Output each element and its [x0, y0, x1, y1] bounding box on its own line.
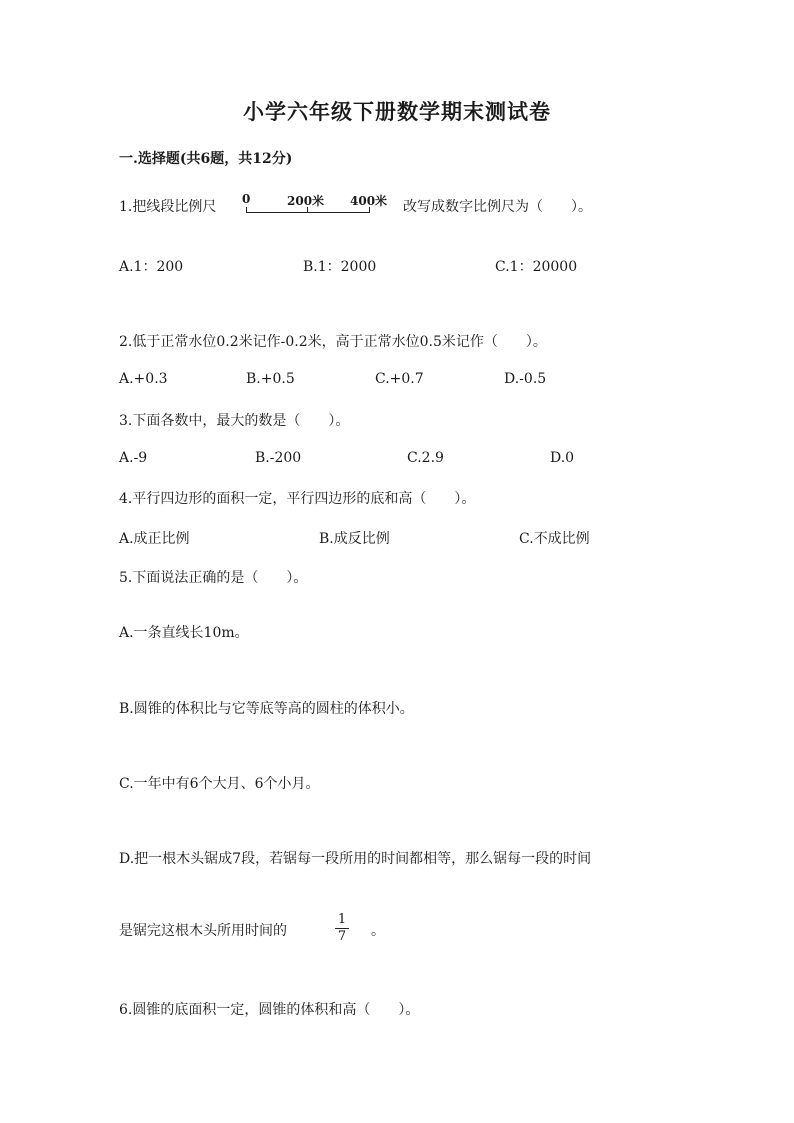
- q5-option-c: C.一年中有6个大月、6个小月。: [119, 776, 320, 792]
- q3-option-a: A.-9: [119, 450, 148, 466]
- q3-option-d: D.0: [550, 450, 575, 466]
- q4-option-c: C.不成比例: [519, 531, 590, 547]
- scale-label-0: 0: [242, 192, 251, 206]
- scale-tick: [246, 207, 247, 213]
- scale-tick: [307, 207, 308, 213]
- q3-option-c: C.2.9: [407, 450, 444, 466]
- page-title: 小学六年级下册数学期末测试卷: [243, 99, 551, 124]
- q4-text: 4.平行四边形的面积一定，平行四边形的底和高（ ）。: [119, 491, 476, 507]
- scale-label-400: 400米: [350, 194, 388, 208]
- q1-text-pre: 1.把线段比例尺: [119, 199, 217, 215]
- q2-option-a: A.+0.3: [119, 371, 168, 387]
- q5-text: 5.下面说法正确的是（ ）。: [119, 570, 308, 586]
- q4-option-a: A.成正比例: [119, 531, 190, 547]
- q2-text: 2.低于正常水位0.2米记作-0.2米，高于正常水位0.5米记作（ ）。: [119, 334, 547, 350]
- section-heading: 一.选择题(共6题，共12分): [119, 151, 293, 167]
- q2-option-b: B.+0.5: [246, 371, 295, 387]
- q5-option-d-end: 。: [371, 923, 385, 939]
- q5-option-d-line1: D.把一根木头锯成7段，若锯每一段所用的时间都相等，那么锯每一段的时间: [119, 851, 592, 867]
- q1-text-post: 改写成数字比例尺为（ ）。: [403, 199, 592, 215]
- scale-tick: [369, 207, 370, 213]
- q1-option-b: B.1：2000: [303, 259, 377, 275]
- fraction-one-seventh: [335, 913, 349, 944]
- q3-option-b: B.-200: [255, 450, 302, 466]
- q4-option-b: B.成反比例: [319, 531, 390, 547]
- q3-text: 3.下面各数中，最大的数是（ ）。: [119, 413, 350, 429]
- q1-option-a: A.1：200: [119, 259, 184, 275]
- q5-option-b: B.圆锥的体积比与它等底等高的圆柱的体积小。: [119, 701, 414, 717]
- q1-line-scale: [240, 192, 390, 220]
- fraction-numerator: 1: [337, 912, 347, 927]
- q2-option-d: D.-0.5: [504, 371, 547, 387]
- q2-option-c: C.+0.7: [375, 371, 424, 387]
- fraction-denominator: 7: [337, 929, 347, 944]
- scale-line: [246, 212, 370, 213]
- q1-option-c: C.1：20000: [495, 259, 578, 275]
- q5-option-a: A.一条直线长10m。: [119, 625, 249, 641]
- q6-text: 6.圆锥的底面积一定，圆锥的体积和高（ ）。: [119, 1002, 420, 1018]
- scale-label-200: 200米: [287, 194, 325, 208]
- q5-option-d-line2: 是锯完这根木头所用时间的: [119, 923, 287, 939]
